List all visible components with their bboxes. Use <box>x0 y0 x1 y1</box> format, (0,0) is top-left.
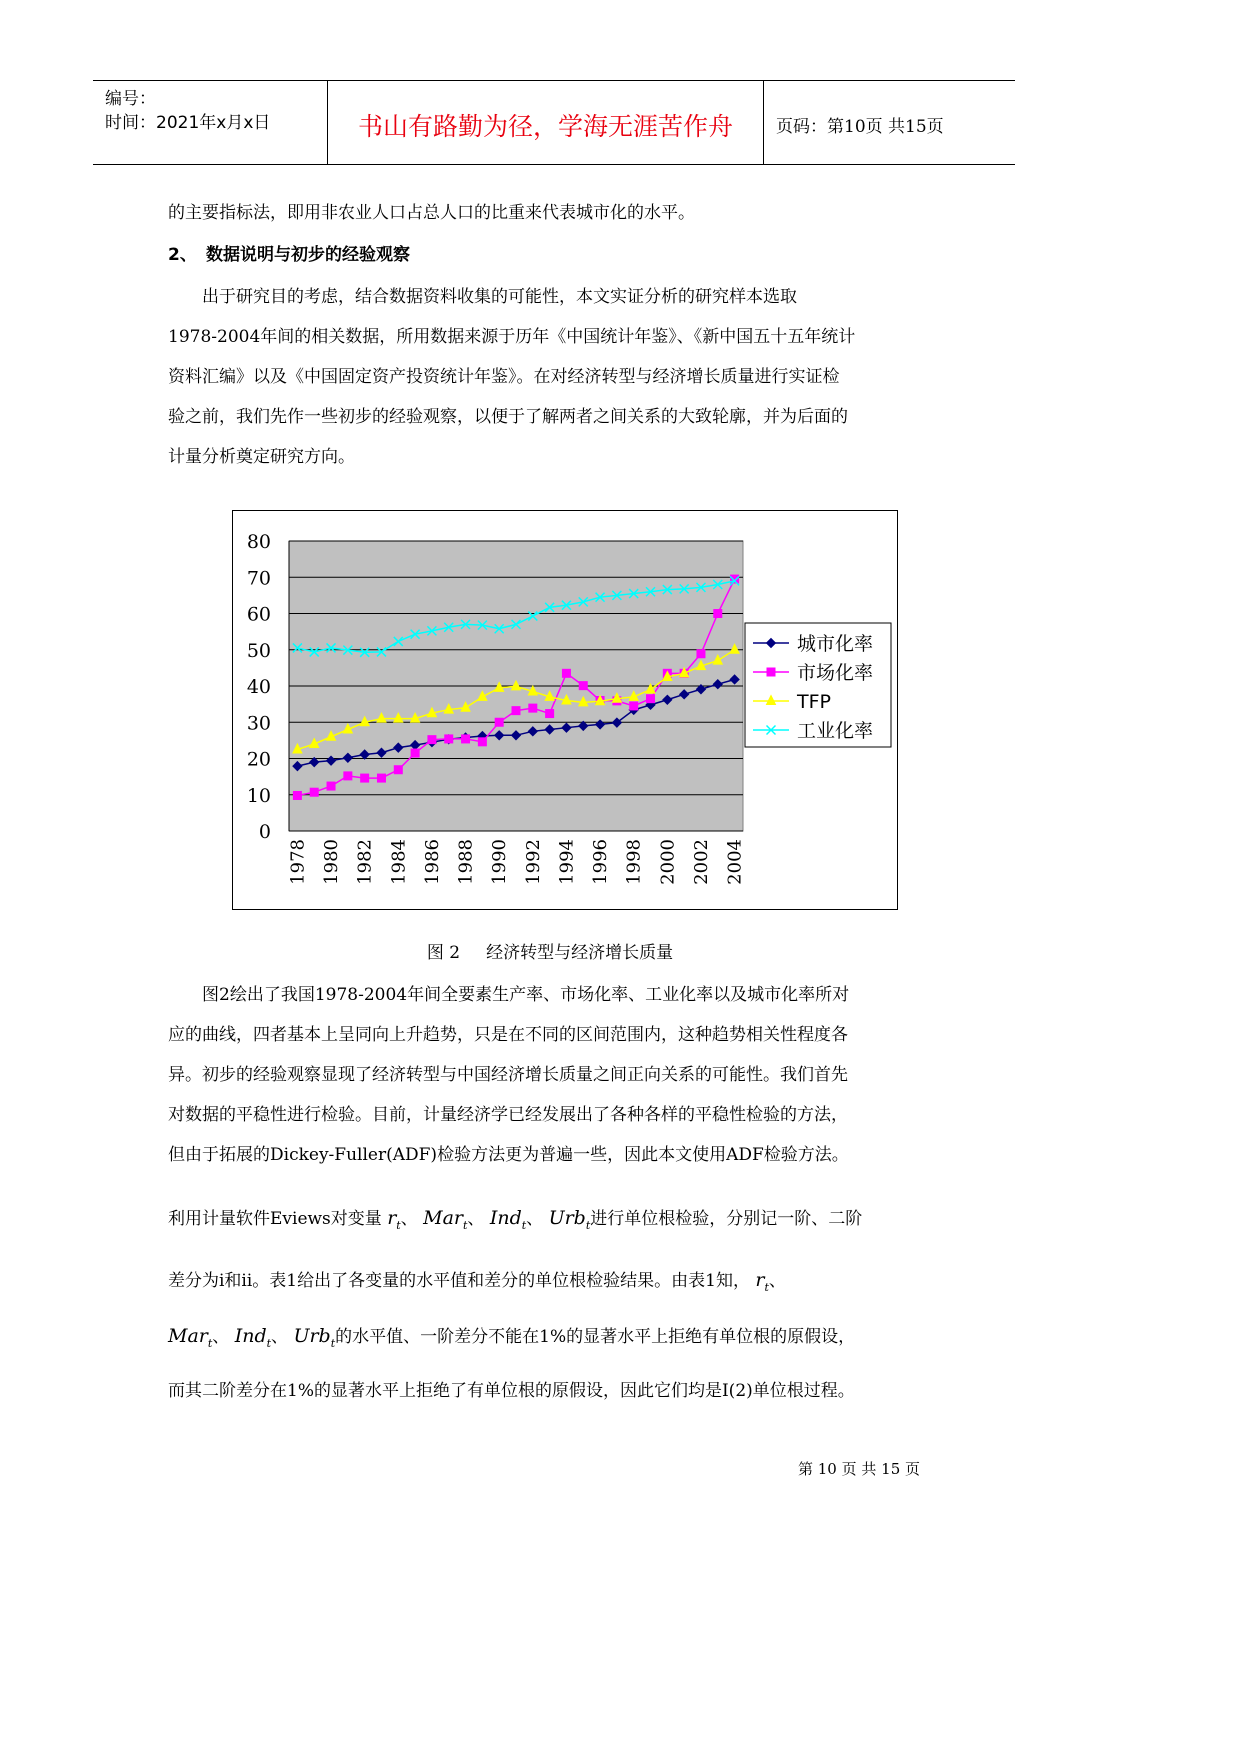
x-tick-label: 1988 <box>455 839 477 885</box>
x-tick-label: 1998 <box>623 839 645 885</box>
document-number-label: 编号： <box>105 89 156 109</box>
x-tick-label: 1990 <box>489 839 511 885</box>
separator: 、 <box>212 1327 230 1347</box>
var-ind: Ind$_t$ <box>489 1207 527 1232</box>
data-point <box>697 650 705 658</box>
paragraph-line: 图2绘出了我国1978-2004年间全要素生产率、市场化率、工业化率以及城市化率所对 <box>168 985 850 1005</box>
separator: 、 <box>768 1271 786 1291</box>
paragraph-1 <box>168 277 948 477</box>
x-tick-label: 2002 <box>690 839 712 885</box>
data-point <box>630 702 638 710</box>
y-tick-label: 0 <box>258 821 271 843</box>
x-tick-label: 1982 <box>354 839 376 885</box>
paragraph-text: 的水平值、一阶差分不能在1%的显著水平上拒绝有单位根的原假设， <box>335 1327 856 1347</box>
paragraph-line: 计量分析奠定研究方向。 <box>168 447 355 467</box>
y-tick-label: 50 <box>246 639 271 662</box>
x-tick-label: 2000 <box>657 839 679 885</box>
paragraph-line: 1978-2004年间的相关数据，所用数据来源于历年《中国统计年鉴》、《新中国五十五年统计 <box>168 327 856 347</box>
var-urb: Urb$_t$ <box>293 1325 336 1350</box>
paragraph-line: 异。初步的经验观察显现了经济转型与中国经济增长质量之间正向关系的可能性。我们首先 <box>168 1065 848 1085</box>
data-point <box>546 710 554 718</box>
data-point <box>647 695 655 703</box>
data-point <box>428 736 436 744</box>
paragraph-line: 对数据的平稳性进行检验。目前，计量经济学已经发展出了各种各样的平稳性检验的方法， <box>168 1105 848 1125</box>
page-header <box>93 80 1015 165</box>
data-point <box>495 718 503 726</box>
var-ind: Ind$_t$ <box>234 1325 272 1350</box>
figure-title: 经济转型与经济增长质量 <box>486 943 674 963</box>
paragraph-line: 验之前，我们先作一些初步的经验观察，以便于了解两者之间关系的大致轮廓，并为后面的 <box>168 407 848 427</box>
data-point <box>310 788 318 796</box>
page-footer: 第 10 页 共 15 页 <box>798 1460 921 1478</box>
data-point <box>579 682 587 690</box>
paragraph-line: 出于研究目的考虑，结合数据资料收集的可能性，本文实证分析的研究样本选取 <box>168 287 797 307</box>
data-point <box>529 704 537 712</box>
data-point <box>394 766 402 774</box>
data-point <box>344 772 352 780</box>
data-point <box>512 707 520 715</box>
header-page-label: 页码：第10页 共15页 <box>776 117 944 137</box>
figure-caption <box>0 938 1100 963</box>
header-motto: 书山有路勤为径，学海无涯苦作舟 <box>357 112 733 141</box>
paragraph-3-line-2 <box>168 1266 786 1294</box>
paragraph-line: 但由于拓展的Dickey-Fuller(ADF)检验方法更为普遍一些，因此本文使用ADF检验方法。 <box>168 1145 849 1165</box>
data-point <box>767 668 775 676</box>
paragraph-2 <box>168 975 948 1175</box>
data-point <box>411 749 419 757</box>
data-point <box>293 791 301 799</box>
y-tick-label: 30 <box>246 712 271 735</box>
x-tick-label: 1986 <box>421 839 443 885</box>
y-tick-label: 20 <box>246 748 271 771</box>
separator: 、 <box>400 1209 418 1229</box>
paragraph-text: 利用计量软件Eviews对变量 <box>168 1209 382 1229</box>
x-tick-label: 1978 <box>287 839 309 885</box>
y-tick-label: 80 <box>246 531 271 553</box>
legend-label: 城市化率 <box>797 633 874 655</box>
paragraph-text: 进行单位根检验，分别记一阶、二阶 <box>590 1209 863 1229</box>
paragraph-line: 资料汇编》以及《中国固定资产投资统计年鉴》。在对经济转型与经济增长质量进行实证检 <box>168 367 840 387</box>
data-point <box>377 774 385 782</box>
separator: 、 <box>271 1327 289 1347</box>
data-point <box>562 669 570 677</box>
separator: 、 <box>467 1209 485 1229</box>
section-heading <box>168 240 410 265</box>
section-title: 数据说明与初步的经验观察 <box>206 245 410 265</box>
var-r: $r_t$ <box>755 1269 769 1294</box>
x-tick-label: 1992 <box>522 839 544 885</box>
x-tick-label: 2004 <box>724 839 746 885</box>
intro-line: 的主要指标法，即用非农业人口占总人口的比重来代表城市化的水平。 <box>168 203 695 223</box>
var-r: $r_t$ <box>387 1207 401 1232</box>
line-chart <box>233 511 897 909</box>
x-tick-label: 1996 <box>590 839 612 885</box>
chart-frame <box>232 510 898 910</box>
data-point <box>361 774 369 782</box>
x-tick-label: 1994 <box>556 839 578 885</box>
var-mar: Mar$_t$ <box>168 1325 213 1350</box>
paragraph-line: 应的曲线，四者基本上呈同向上升趋势，只是在不同的区间范围内，这种趋势相关性程度各 <box>168 1025 848 1045</box>
paragraph-3-line-4: 而其二阶差分在1%的显著水平上拒绝了有单位根的原假设，因此它们均是Ⅰ(2)单位根过程。 <box>168 1381 855 1401</box>
var-urb: Urb$_t$ <box>548 1207 591 1232</box>
y-tick-label: 60 <box>246 603 271 626</box>
header-left-cell <box>93 81 328 164</box>
x-tick-label: 1980 <box>321 839 343 885</box>
y-tick-label: 40 <box>246 676 271 698</box>
legend-label: TFP <box>797 691 831 713</box>
header-page-cell <box>764 81 1015 164</box>
legend-label: 工业化率 <box>797 720 874 742</box>
paragraph-text: 差分为ⅰ和ⅱ。表1给出了各变量的水平值和差分的单位根检验结果。由表1知， <box>168 1271 750 1291</box>
data-point <box>714 610 722 618</box>
separator: 、 <box>526 1209 544 1229</box>
data-point <box>327 782 335 790</box>
paragraph-3-line-3 <box>168 1322 855 1350</box>
data-point <box>462 735 470 743</box>
y-tick-label: 70 <box>246 567 271 590</box>
legend-label: 市场化率 <box>797 662 874 684</box>
section-number: 2、 <box>168 245 197 265</box>
header-motto-cell <box>328 81 764 164</box>
document-time-label: 时间：2021年x月x日 <box>105 113 271 133</box>
data-point <box>445 735 453 743</box>
data-point <box>478 738 486 746</box>
y-tick-label: 10 <box>246 784 271 807</box>
var-mar: Mar$_t$ <box>423 1207 468 1232</box>
x-tick-label: 1984 <box>388 839 410 885</box>
paragraph-3-line-1 <box>168 1204 862 1232</box>
figure-number: 图 2 <box>426 943 461 963</box>
